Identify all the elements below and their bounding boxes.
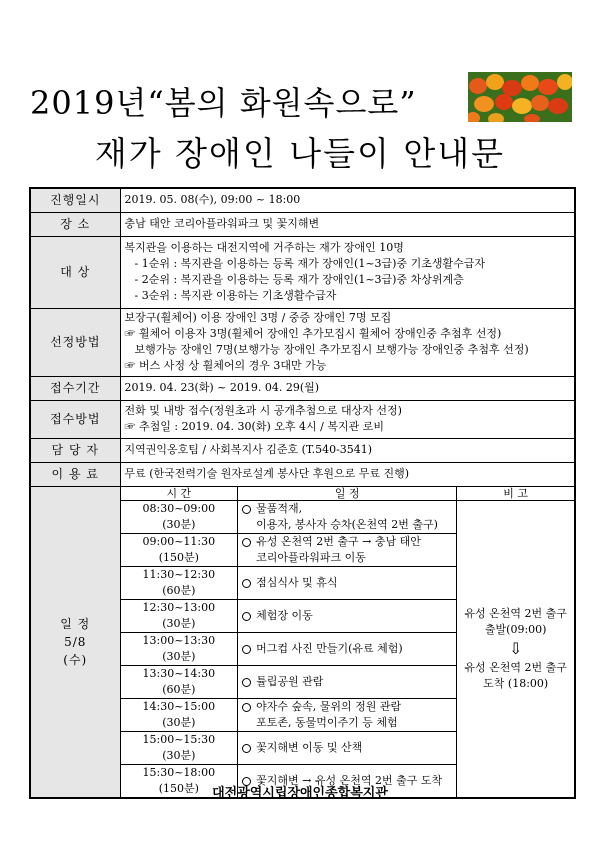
schedule-plan — [238, 699, 457, 732]
schedule-time — [121, 501, 238, 534]
target-line: - 3순위 : 복지관 이용하는 기초생활수급자 — [134, 289, 337, 302]
footer-organization: 대전광역시립장애인종합복지관 — [212, 786, 388, 801]
manager-value: 지역권익옹호팀 / 사회복지사 김준호 (T.540-3541) — [120, 438, 575, 462]
note-depart-time: 출발(09:00) — [484, 623, 547, 636]
schedule-plan — [238, 633, 457, 666]
schedule-label-line: 5/8 — [64, 634, 87, 649]
method-value — [120, 400, 575, 438]
schedule-time — [121, 732, 238, 765]
target-line: - 1순위 : 복지관을 이용하는 등록 재가 장애인(1~3급)중 기초생활수급자 — [134, 257, 485, 270]
schedule-plan — [238, 534, 457, 567]
schedule-label — [30, 486, 120, 798]
plan-text: 물품적재, — [256, 502, 303, 515]
schedule-plan — [238, 666, 457, 699]
schedule-time — [121, 633, 238, 666]
circle-bullet-icon — [242, 744, 251, 753]
circle-bullet-icon — [242, 678, 251, 687]
selection-line: 보행가능 장애인 7명(보행가능 장애인 추가모집시 보행가능 장애인중 추첨후 선정) — [134, 343, 529, 356]
time-range: 13:30~14:30 — [142, 667, 216, 680]
period-value: 2019. 04. 23(화) ~ 2019. 04. 29(월) — [120, 376, 575, 400]
time-range: 13:00~13:30 — [142, 634, 216, 647]
selection-line: ☞ 휠체어 이용자 3명(휠체어 장애인 추가모집시 휠체어 장애인중 추첨후 선정) — [124, 327, 502, 340]
plan-text: 체험장 이동 — [256, 609, 313, 622]
time-range: 15:00~15:30 — [142, 733, 216, 746]
plan-text: 유성 온천역 2번 출구 → 충남 태안 — [256, 535, 421, 548]
schedule-plan — [238, 567, 457, 600]
date-label: 진행일시 — [30, 188, 120, 212]
schedule-note — [457, 501, 574, 798]
plan-line — [242, 699, 452, 715]
row-place — [30, 212, 575, 236]
schedule-time — [121, 600, 238, 633]
plan-line — [242, 501, 452, 517]
schedule-time — [121, 534, 238, 567]
time-duration: (30분) — [162, 716, 196, 729]
schedule-header-plan: 일 정 — [238, 487, 457, 501]
method-line: 전화 및 내방 접수(정원초과 시 공개추첨으로 대상자 선정) — [124, 404, 402, 417]
target-line: 복지관을 이용하는 대전지역에 거주하는 재가 장애인 10명 — [124, 241, 404, 254]
note-arrive-time: 도착 (18:00) — [483, 677, 549, 690]
time-duration: (60분) — [162, 683, 196, 696]
note-depart-place: 유성 온천역 2번 출구 — [464, 607, 567, 620]
plan-text: 야자수 숲속, 물위의 정원 관람 — [256, 700, 402, 713]
schedule-time — [121, 699, 238, 732]
fee-value: 무료 (한국전력기술 원자로설계 봉사단 후원으로 무료 진행) — [120, 462, 575, 486]
plan-line: 코리아플라워파크 이동 — [256, 551, 366, 564]
selection-label: 선정방법 — [30, 308, 120, 376]
row-target — [30, 236, 575, 308]
plan-text: 꽃지해변 이동 및 산책 — [256, 741, 363, 754]
row-selection — [30, 308, 575, 376]
plan-text: 점심식사 및 휴식 — [256, 576, 338, 589]
time-range: 09:00~11:30 — [142, 535, 216, 548]
row-manager — [30, 438, 575, 462]
schedule-row — [121, 501, 575, 534]
target-line: - 2순위 : 복지관을 이용하는 등록 재가 장애인(1~3급)중 차상위계층 — [134, 273, 464, 286]
schedule-time — [121, 567, 238, 600]
info-table — [29, 187, 576, 799]
circle-bullet-icon — [242, 703, 251, 712]
schedule-table — [121, 487, 575, 798]
time-duration: (30분) — [162, 518, 196, 531]
period-label: 접수기간 — [30, 376, 120, 400]
plan-text: 머그컵 사진 만들기(유료 체험) — [256, 642, 403, 655]
selection-value — [120, 308, 575, 376]
schedule-label-line: (수) — [63, 652, 88, 667]
fee-label: 이 용 료 — [30, 462, 120, 486]
schedule-header-time: 시 간 — [121, 487, 238, 501]
time-duration: (150분) — [158, 551, 199, 564]
circle-bullet-icon — [242, 579, 251, 588]
time-duration: (30분) — [162, 617, 196, 630]
plan-line: 포토존, 동물먹이주기 등 체험 — [256, 716, 398, 729]
place-value: 충남 태안 코리아플라워파크 및 꽃지해변 — [120, 212, 575, 236]
page-title-line2: 재가 장애인 나들이 안내문 — [94, 134, 506, 173]
plan-line — [242, 534, 452, 550]
time-duration: (150분) — [158, 782, 199, 795]
row-schedule — [30, 486, 575, 798]
circle-bullet-icon — [242, 645, 251, 654]
down-arrow-icon: ⇩ — [508, 639, 523, 658]
tulip-photo — [468, 72, 572, 122]
target-value — [120, 236, 575, 308]
schedule-plan — [238, 501, 457, 534]
schedule-header-note: 비 고 — [457, 487, 574, 501]
time-range: 15:30~18:00 — [142, 766, 216, 779]
circle-bullet-icon — [242, 612, 251, 621]
time-range: 08:30~09:00 — [142, 502, 216, 515]
time-duration: (30분) — [162, 650, 196, 663]
schedule-cell — [120, 486, 575, 798]
selection-line: 보장구(휠체어) 이용 장애인 3명 / 중증 장애인 7명 모집 — [124, 311, 392, 324]
row-method — [30, 400, 575, 438]
note-arrive-place: 유성 온천역 2번 출구 — [464, 661, 567, 674]
place-label: 장 소 — [30, 212, 120, 236]
manager-label: 담 당 자 — [30, 438, 120, 462]
plan-text: 꽃지해변 → 유성 온천역 2번 출구 도착 — [256, 774, 443, 787]
time-duration: (60분) — [162, 584, 196, 597]
method-label: 접수방법 — [30, 400, 120, 438]
target-label: 대 상 — [30, 236, 120, 308]
schedule-label-line: 일 정 — [60, 616, 91, 631]
plan-line: 이용자, 봉사자 승차(온천역 2번 출구) — [256, 518, 438, 531]
circle-bullet-icon — [242, 538, 251, 547]
selection-line: ☞ 버스 사정 상 휠체어의 경우 3대만 가능 — [124, 359, 327, 372]
schedule-time — [121, 666, 238, 699]
row-period — [30, 376, 575, 400]
time-range: 11:30~12:30 — [142, 568, 216, 581]
page-title-line1: 2019년“봄의 화원속으로” — [30, 84, 417, 122]
schedule-header-row — [121, 487, 575, 501]
schedule-plan — [238, 732, 457, 765]
row-fee — [30, 462, 575, 486]
time-range: 12:30~13:00 — [142, 601, 216, 614]
method-line: ☞ 추첨일 : 2019. 04. 30(화) 오후 4시 / 복지관 로비 — [124, 420, 384, 433]
schedule-plan — [238, 600, 457, 633]
date-value: 2019. 05. 08(수), 09:00 ~ 18:00 — [120, 188, 575, 212]
circle-bullet-icon — [242, 505, 251, 514]
time-duration: (30분) — [162, 749, 196, 762]
row-date — [30, 188, 575, 212]
plan-text: 튤립공원 관람 — [256, 675, 324, 688]
time-range: 14:30~15:00 — [142, 700, 216, 713]
